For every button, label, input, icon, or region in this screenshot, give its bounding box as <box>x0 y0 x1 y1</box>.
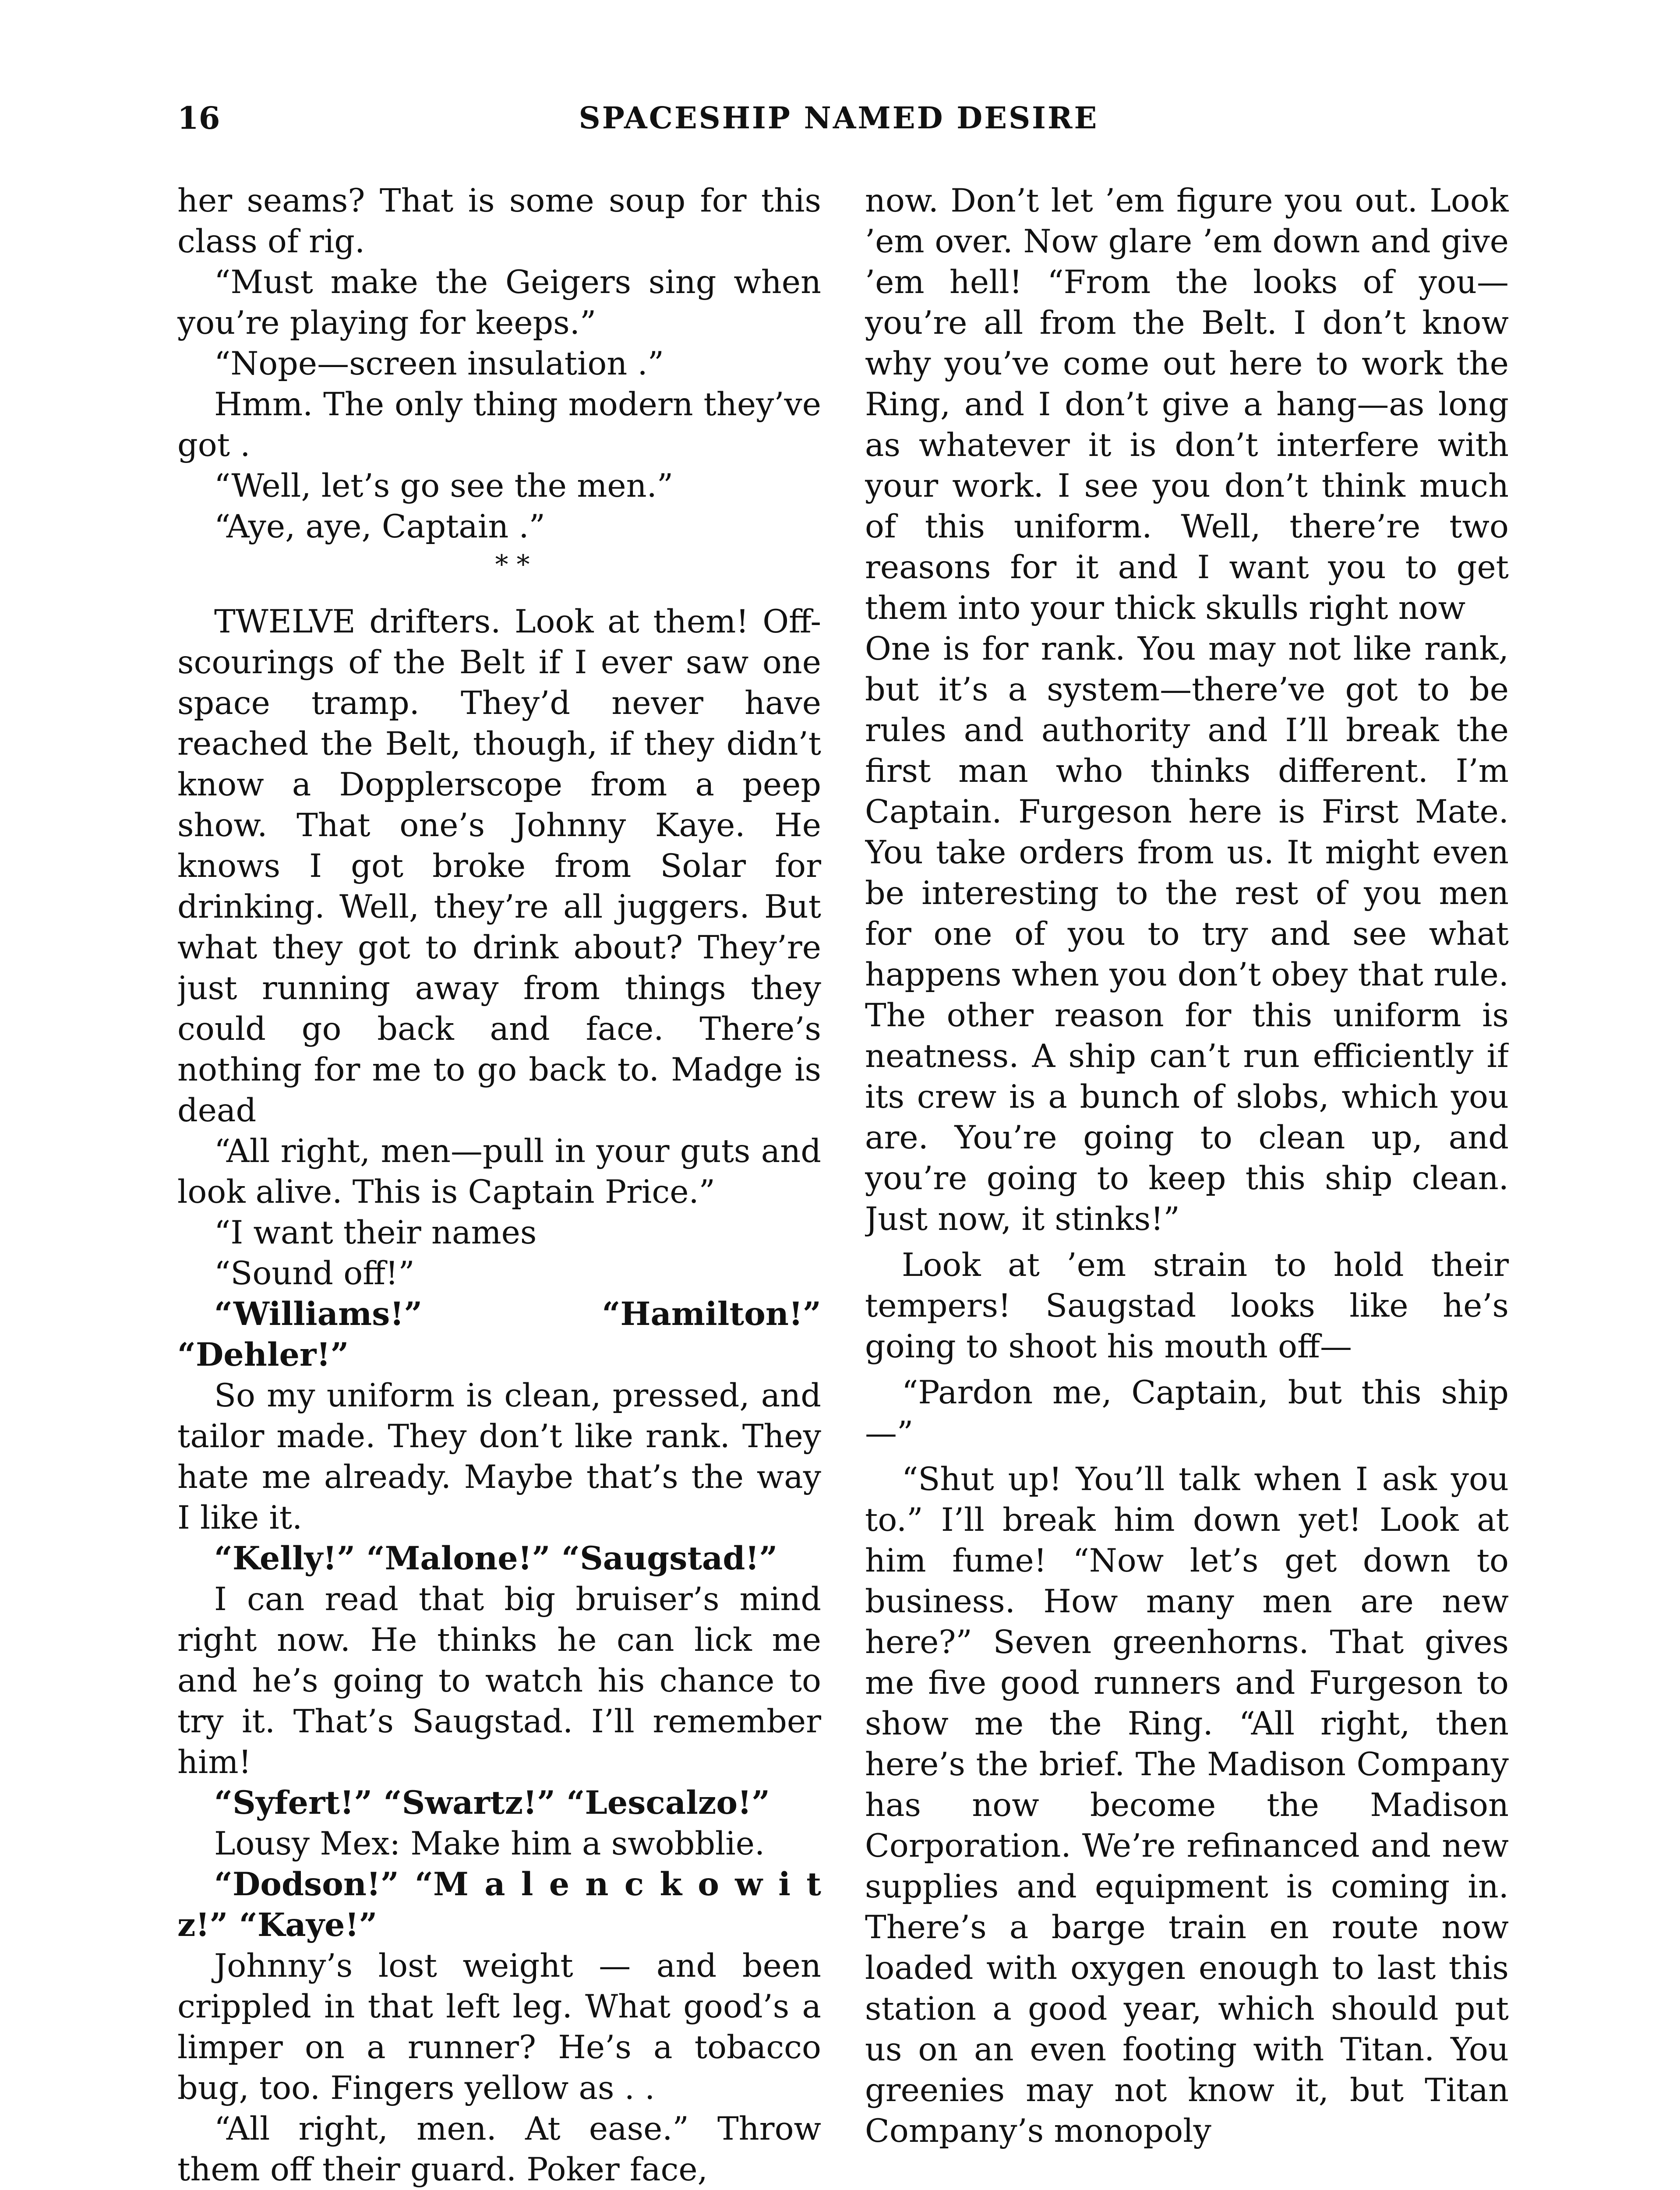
paragraph: Johnny’s lost weight — and been crippled in that left leg. What good’s a limper on a runner? He’s a tobacco bug, too. Fingers yellow as . . <box>177 1947 821 2107</box>
paragraph: “Aye, aye, Captain .” <box>214 508 545 545</box>
paragraph: One is for rank. You may not like rank, but it’s a system—there’ve got to be rules and authority and I’ll break the first man who thinks different. I’m Captain. Furgeson here is First Mate. You take orders from us. It might even be interesting to the rest of you men for one of you to try and see what happens when you don’t obey that rule. The other reason for this uniform is neatness. A ship can’t run efficiently if its crew is a bunch of slobs, which you are. You’re going to clean up, and you’re going to keep this ship clean. Just now, it stinks!” <box>865 630 1509 1238</box>
page-number: 16 <box>177 100 220 136</box>
roll-call-line: “Kelly!” “Malone!” “Saugstad!” <box>214 1540 778 1577</box>
right-column <box>865 180 1509 2190</box>
paragraph: “Nope—screen insulation .” <box>214 345 664 382</box>
paragraph: I can read that big bruiser’s mind right now. He thinks he can lick me and he’s going to watch his chance to try it. That’s Saugstad. I’ll remember him! <box>177 1581 821 1781</box>
roll-call-line: “Syfert!” “Swartz!” “Lescalzo!” <box>214 1784 770 1822</box>
paragraph: “Shut up! You’ll talk when I ask you to.” I’ll break him down yet! Look at him fume! “Now let’s get down to business. How many men are new here?” Seven greenhorns. That gives me five good runners and Furgeson to show me the Ring. “All right, then here’s the brief. The Madison Company has now become the Madison Corporation. We’re refinanced and new supplies and equipment is coming in. There’s a barge train en route now loaded with oxygen enough to last this station a good year, which should put us on an even footing with Titan. You greenies may not know it, but Titan Company’s monopoly <box>865 1461 1509 2150</box>
roll-call-line: “Dodson!” “M a l e n c k o w i t z!” “Kaye!” <box>177 1865 821 1944</box>
running-head-title: SPACESHIP NAMED DESIRE <box>579 101 1099 136</box>
paragraph: Hmm. The only thing modern they’ve got . <box>177 386 821 464</box>
paragraph: “Sound off!” <box>214 1255 415 1292</box>
page-header <box>177 92 1500 145</box>
paragraph: “All right, men. At ease.” Throw them off their guard. Poker face, <box>177 2110 821 2188</box>
paragraph: “Must make the Geigers sing when you’re playing for keeps.” <box>177 264 821 342</box>
left-column <box>177 180 821 2190</box>
paragraph: “All right, men—pull in your guts and look alive. This is Captain Price.” <box>177 1133 821 1211</box>
roll-call-line: “Williams!” “Hamilton!” “Dehler!” <box>177 1295 821 1374</box>
paragraph: her seams? That is some soup for this class of rig. <box>177 182 821 260</box>
paragraph: “Well, let’s go see the men.” <box>214 467 674 505</box>
paragraph: Lousy Mex: Make him a swobblie. <box>214 1825 765 1862</box>
section-break: * * <box>495 549 530 580</box>
paragraph: now. Don’t let ’em figure you out. Look ’em over. Now glare ’em down and give ’em hell! “From the looks of you—you’re all from the Belt. I don’t know why you’ve come out here to work the Ring, and I don’t give a hang—as long as whatever it is don’t interfere with your work. I see you don’t think much of this uniform. Well, there’re two reasons for it and I want you to get them into your thick skulls right now <box>865 182 1509 627</box>
paragraph: TWELVE drifters. Look at them! Off-scourings of the Belt if I ever saw one space tramp. They’d never have reached the Belt, though, if they didn’t know a Dopplerscope from a peep show. That one’s Johnny Kaye. He knows I got broke from Solar for drinking. Well, they’re all juggers. But what they got to drink about? They’re just running away from things they could go back and face. There’s nothing for me to go back to. Madge is dead <box>177 603 821 1129</box>
paragraph: “I want their names <box>214 1214 537 1251</box>
paragraph: Look at ’em strain to hold their tempers! Saugstad looks like he’s going to shoot his mouth off— <box>865 1247 1509 1365</box>
paragraph: “Pardon me, Captain, but this ship—” <box>865 1374 1509 1452</box>
paragraph: So my uniform is clean, pressed, and tailor made. They don’t like rank. They hate me already. Maybe that’s the way I like it. <box>177 1377 821 1537</box>
